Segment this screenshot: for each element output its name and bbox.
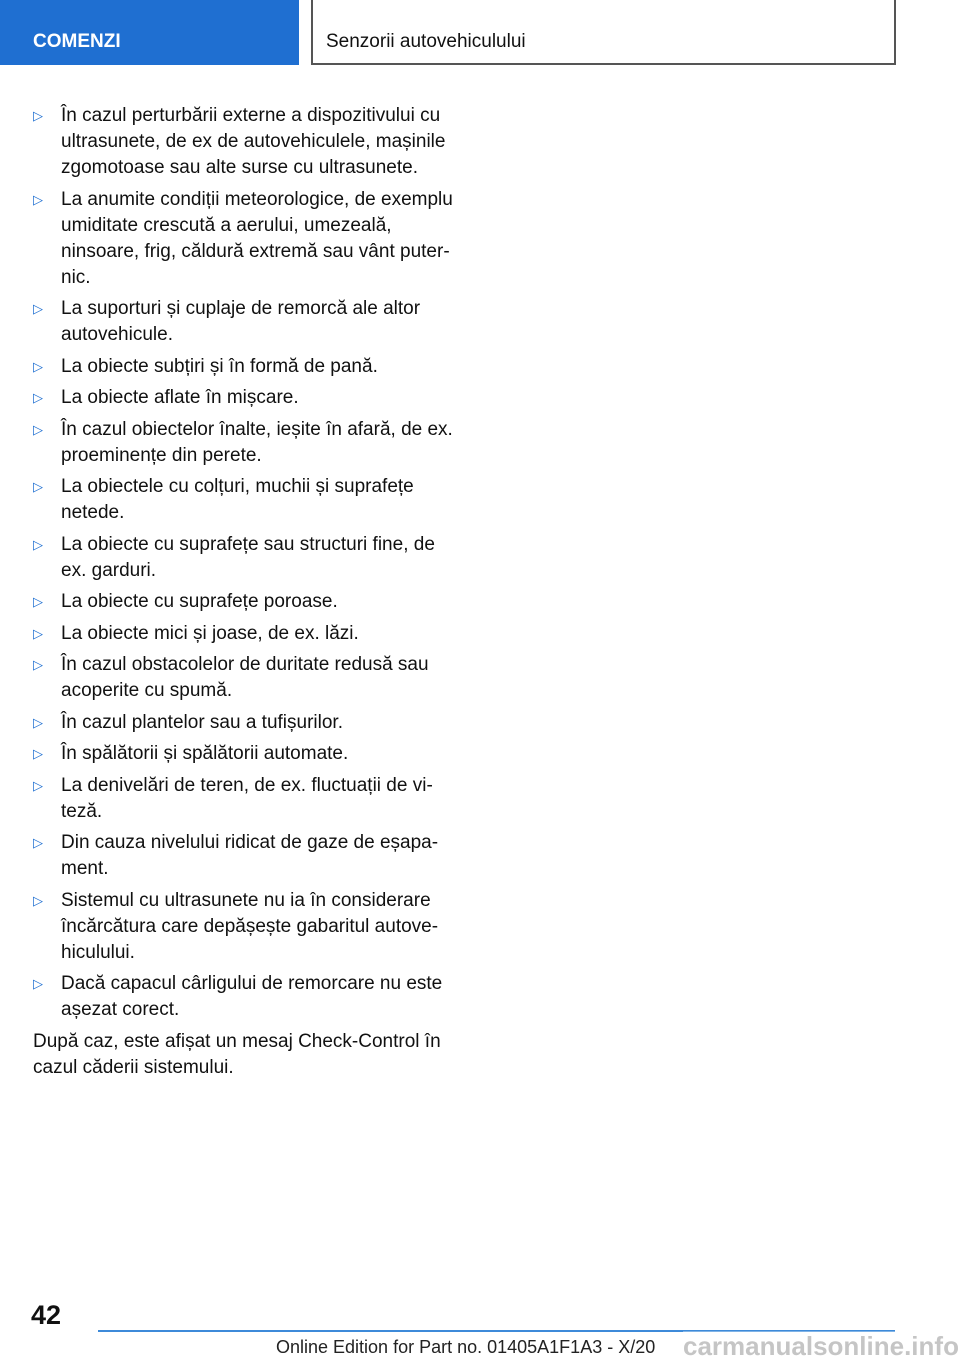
bullet-list xyxy=(33,103,453,1023)
list-item-text: La anumite condiții meteorologice, de exemplu umiditate crescută a aerului, umezeală, ninsoare, frig, căldură extremă sau vânt puternic. xyxy=(61,188,453,288)
watermark: carmanualsonline.info xyxy=(683,1331,959,1361)
list-item xyxy=(33,187,453,291)
list-item-text: În cazul obstacolelor de duritate redusă sau acoperite cu spumă. xyxy=(61,654,429,701)
list-item xyxy=(33,532,453,584)
list-item-text: În cazul plantelor sau a tufișurilor. xyxy=(61,711,343,733)
footer-edition-text: Online Edition for Part no. 01405A1F1A3 - X/20 xyxy=(276,1337,656,1357)
list-item-text: La obiecte mici și joase, de ex. lăzi. xyxy=(61,622,359,644)
list-item-text: La obiecte cu suprafețe poroase. xyxy=(61,591,338,612)
triangle-right-outline-icon: ▷ xyxy=(33,594,43,609)
list-item xyxy=(33,589,453,615)
triangle-right-outline-icon: ▷ xyxy=(33,777,43,793)
list-item xyxy=(33,103,453,181)
triangle-right-outline-icon: ▷ xyxy=(33,625,43,641)
triangle-right-outline-icon: ▷ xyxy=(33,108,43,123)
list-item xyxy=(33,354,453,380)
triangle-right-outline-icon: ▷ xyxy=(33,536,43,552)
list-item xyxy=(33,971,453,1023)
list-item xyxy=(33,652,453,704)
list-item xyxy=(33,710,453,736)
section-tab: COMENZI xyxy=(0,0,299,65)
list-item xyxy=(33,385,453,411)
page-number: 42 xyxy=(31,1300,62,1330)
triangle-right-outline-icon: ▷ xyxy=(33,479,43,494)
list-item xyxy=(33,830,453,882)
triangle-right-outline-icon: ▷ xyxy=(33,390,43,405)
triangle-right-outline-icon: ▷ xyxy=(33,714,43,730)
triangle-right-outline-icon: ▷ xyxy=(33,746,43,761)
triangle-right-outline-icon: ▷ xyxy=(33,191,43,207)
list-item-text: Din cauza nivelului ridicat de gaze de eșapament. xyxy=(61,832,439,879)
list-item-text: Sistemul cu ultrasunete nu ia în considerare încărcătura care depășește gabaritul autovehiculului. xyxy=(61,889,439,963)
system-failure-note: După caz, este afișat un mesaj Check-Control în cazul căderii sistemului. xyxy=(33,1030,441,1078)
triangle-right-outline-icon: ▷ xyxy=(33,892,43,908)
list-item-text: În cazul obiectelor înalte, ieșite în afară, de ex. proeminențe din perete. xyxy=(61,418,453,466)
list-item-text: La denivelări de teren, de ex. fluctuații de viteză. xyxy=(61,774,433,822)
main-content xyxy=(33,103,453,1081)
triangle-right-outline-icon: ▷ xyxy=(33,421,43,437)
list-item-text: La obiecte aflate în mișcare. xyxy=(61,387,299,408)
triangle-right-outline-icon: ▷ xyxy=(33,358,43,374)
list-item xyxy=(33,888,453,966)
chapter-title: Senzorii autovehiculului xyxy=(311,0,896,65)
list-item-text: În spălătorii și spălătorii automate. xyxy=(61,743,349,764)
list-item xyxy=(33,773,453,825)
list-item-text: În cazul perturbării externe a dispozitivului cu ultrasunete, de ex de autovehiculele, mașinile zgomotoase sau alte surse cu ultrasunete. xyxy=(61,105,446,178)
triangle-right-outline-icon: ▷ xyxy=(33,301,43,316)
triangle-right-outline-icon: ▷ xyxy=(33,976,43,991)
list-item xyxy=(33,621,453,647)
list-item-text: La obiecte cu suprafețe sau structuri fine, de ex. garduri. xyxy=(61,533,435,581)
list-item xyxy=(33,474,453,526)
triangle-right-outline-icon: ▷ xyxy=(33,657,43,672)
list-item-text: La suporturi și cuplaje de remorcă ale altor autovehicule. xyxy=(61,298,421,345)
list-item-text: La obiecte subțiri și în formă de pană. xyxy=(61,355,378,377)
list-item xyxy=(33,741,453,767)
list-item-text: La obiectele cu colțuri, muchii și suprafețe netede. xyxy=(61,476,414,523)
triangle-right-outline-icon: ▷ xyxy=(33,835,43,850)
list-item xyxy=(33,296,453,348)
list-item-text: Dacă capacul cârligului de remorcare nu este așezat corect. xyxy=(61,973,443,1020)
list-item xyxy=(33,417,453,469)
